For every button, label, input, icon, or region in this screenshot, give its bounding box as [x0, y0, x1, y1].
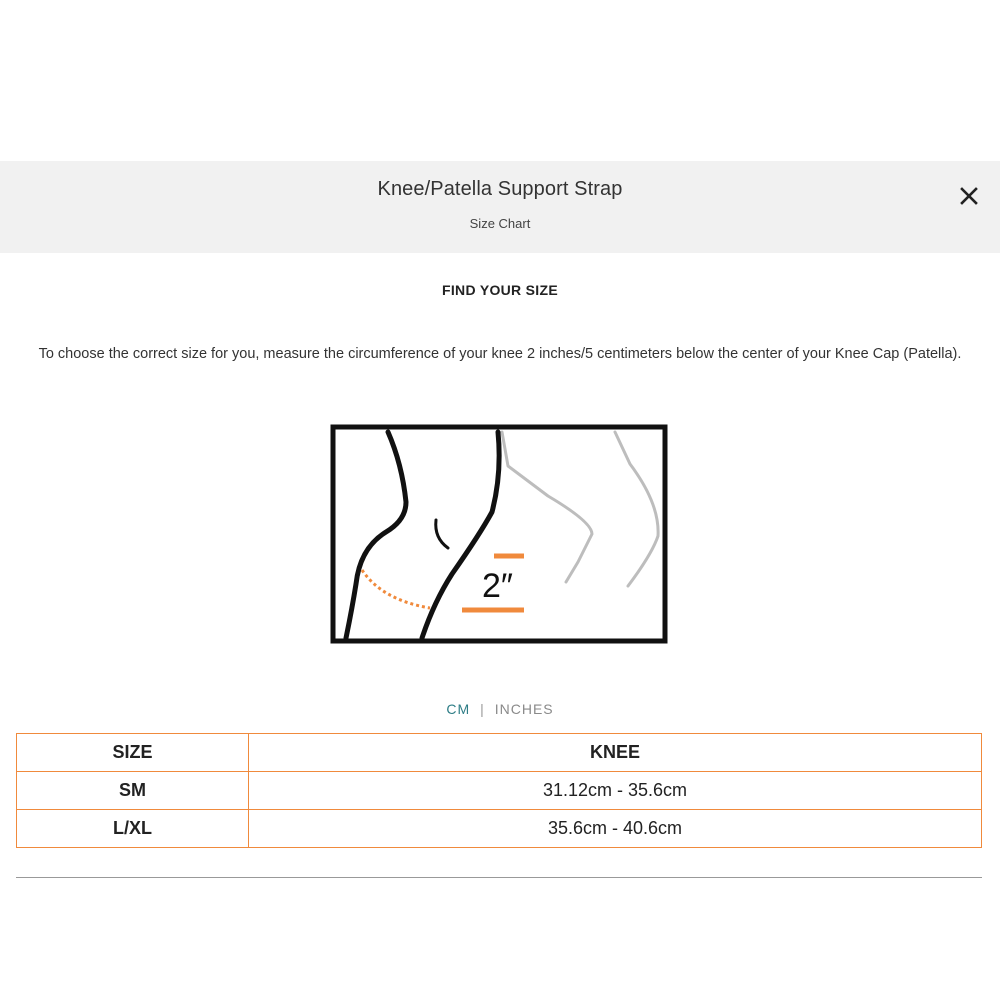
find-your-size-heading: FIND YOUR SIZE	[442, 282, 558, 298]
close-button[interactable]	[954, 181, 984, 211]
knee-cell: 35.6cm - 40.6cm	[249, 810, 982, 848]
unit-separator: |	[480, 701, 485, 717]
measure-label: 2″	[482, 567, 513, 605]
modal-header	[0, 161, 1000, 253]
unit-inches-tab[interactable]: INCHES	[494, 701, 554, 717]
knee-measurement-diagram	[330, 424, 668, 645]
unit-toggle	[0, 701, 1000, 717]
size-chart-table	[16, 733, 982, 848]
close-icon	[954, 181, 984, 211]
size-cell: SM	[17, 772, 249, 810]
measurement-instructions: To choose the correct size for you, measure the circumference of your knee 2 inches/5 centimeters below the center of your Knee Cap (Patella).	[38, 346, 962, 362]
size-column-header: SIZE	[17, 734, 249, 772]
divider	[16, 877, 982, 878]
modal-title: Knee/Patella Support Strap	[377, 178, 623, 200]
table-row	[17, 810, 982, 848]
size-cell: L/XL	[17, 810, 249, 848]
table-header-row	[17, 734, 982, 772]
modal-subtitle: Size Chart	[469, 216, 531, 231]
knee-cell: 31.12cm - 35.6cm	[249, 772, 982, 810]
table-row	[17, 772, 982, 810]
unit-cm-tab[interactable]: CM	[446, 701, 471, 717]
knee-column-header: KNEE	[249, 734, 982, 772]
